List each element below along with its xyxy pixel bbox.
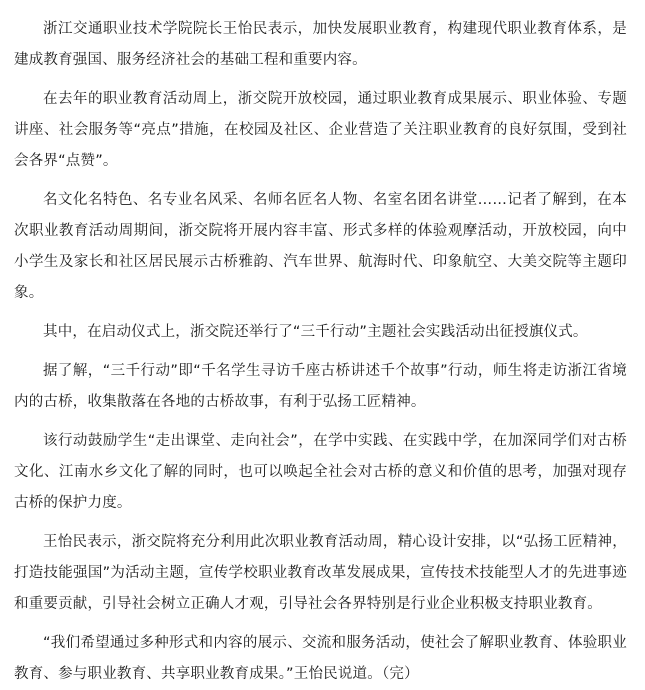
article-paragraph: “我们希望通过多种形式和内容的展示、交流和服务活动，使社会了解职业教育、体验职业教育、参与职业教育、共享职业教育成果。”王怡民说道。（完） xyxy=(14,635,627,682)
article-paragraph: 其中，在启动仪式上，浙交院还举行了“三千行动”主题社会实践活动出征授旗仪式。 xyxy=(43,324,588,340)
article-paragraph: 王怡民表示，浙交院将充分利用此次职业教育活动周，精心设计安排，以“弘扬工匠精神，打造技能强国”为活动主题，宣传学校职业教育改革发展成果，宣传技术技能型人才的先进事迹和重要贡献，引导社会树立正确人才观，引导社会各界特别是行业企业积极支持职业教育。 xyxy=(14,534,627,612)
article-paragraph: 在去年的职业教育活动周上，浙交院开放校园，通过职业教育成果展示、职业体验、专题讲座、社会服务等“亮点”措施，在校园及社区、企业营造了关注职业教育的良好氛围，受到社会各界“点赞”。 xyxy=(14,91,627,169)
article-paragraph: 名文化名特色、名专业名风采、名师名匠名人物、名室名团名讲堂……记者了解到，在本次职业教育活动周期间，浙交院将开展内容丰富、形式多样的体验观摩活动，开放校园，向中小学生及家长和社区居民展示古桥雅韵、汽车世界、航海时代、印象航空、大美交院等主题印象。 xyxy=(14,192,627,301)
article-paragraph: 据了解，“三千行动”即“千名学生寻访千座古桥讲述千个故事”行动，师生将走访浙江省境内的古桥，收集散落在各地的古桥故事，有利于弘扬工匠精神。 xyxy=(14,363,627,410)
article-paragraph: 浙江交通职业技术学院院长王怡民表示，加快发展职业教育，构建现代职业教育体系，是建成教育强国、服务经济社会的基础工程和重要内容。 xyxy=(14,21,627,68)
article-paragraph: 该行动鼓励学生“走出课堂、走向社会”，在学中实践、在实践中学，在加深同学们对古桥文化、江南水乡文化了解的同时，也可以唤起全社会对古桥的意义和价值的思考，加强对现存古桥的保护力度。 xyxy=(14,433,627,511)
